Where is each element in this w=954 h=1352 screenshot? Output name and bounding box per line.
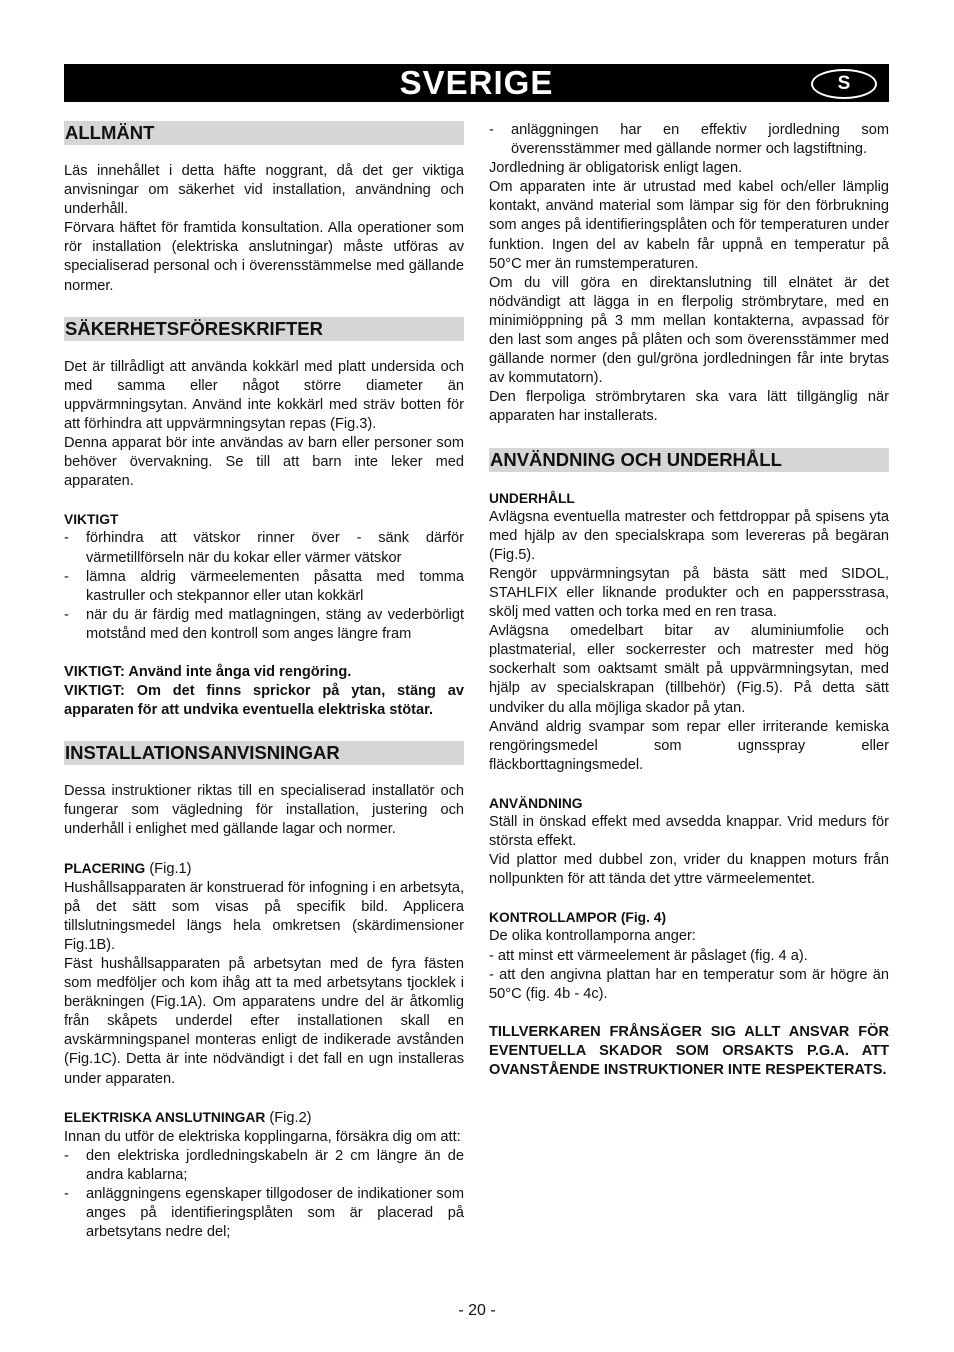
requirements-list	[64, 1147, 464, 1242]
placering-ref: (Fig.1)	[145, 860, 192, 877]
paragraph: Använd aldrig svampar som repar eller irriterande kemiska rengöringsmedel som ugnsspray eller fläckborttagningsmedel.	[489, 718, 889, 773]
section-heading-allmant: ALLMÄNT	[64, 121, 464, 145]
subheading-placering	[64, 859, 464, 879]
paragraph: Om du vill göra en direktanslutning till elnätet är det nödvändigt att lägga in en flerpolig strömbrytare, med en minimiöppning på 3 mm mellan kontakterna, avpassad för den last som anges på plåten och som överensstämmer med gällande normer (den gul/gröna jordledningen får inte brytas av kommutatorn).	[489, 274, 889, 387]
left-column	[64, 121, 464, 1242]
section-heading-sakerhet: SÄKERHETSFÖRESKRIFTER	[64, 317, 464, 341]
page-banner	[64, 64, 889, 102]
paragraph: Innan du utför de elektriska kopplingarna, försäkra dig om att:	[64, 1128, 461, 1145]
paragraph: - att minst ett värmeelement är påslaget (fig. 4 a).	[489, 947, 808, 964]
country-badge: S	[811, 69, 877, 99]
warning-text: VIKTIGT: Använd inte ånga vid rengöring.	[64, 663, 352, 680]
el-ref: (Fig.2)	[265, 1109, 312, 1126]
subheading-viktigt: VIKTIGT	[64, 512, 119, 528]
paragraph: Avlägsna eventuella matrester och fettdroppar på spisens yta med hjälp av den specialskrapa som levereras på begäran (Fig.5).	[489, 508, 889, 563]
subheading-kontrollampor: KONTROLLAMPOR (Fig. 4)	[489, 910, 667, 926]
page-number: - 20 -	[458, 1302, 496, 1319]
warning-text: VIKTIGT: Om det finns sprickor på ytan, stäng av apparaten för att undvika eventuella elektriska stötar.	[64, 683, 464, 719]
paragraph: - att den angivna plattan har en temperatur som är högre än 50°C (fig. 4b - 4c).	[489, 966, 889, 1002]
paragraph: Denna apparat bör inte användas av barn eller personer som behöver övervakning. Se till att barn inte leker med apparaten.	[64, 435, 464, 490]
list-item: - den elektriska jordledningskabeln är 2 cm längre än de andra kablarna;	[64, 1147, 464, 1185]
paragraph: Fäst hushållsapparaten på arbetsytan med de fyra fästen som medföljer och kom ihåg att ta med arbetsytans tjocklek i beräkningen (Fig.1A). Om apparatens undre del är åtkomlig från skåpets underdel efter installationen skall en avskärmningspanel monteras enligt de indikerade avstånden (Fig.1C). Detta är inte nödvändigt i det fall en ugn installeras under apparaten.	[64, 956, 464, 1087]
disclaimer: TILLVERKAREN FRÅNSÄGER SIG ALLT ANSVAR FÖR EVENTUELLA SKADOR SOM ORSAKTS P.G.A. ATT OVANSTÅENDE INSTRUKTIONER INTE RESPEKTERATS.	[489, 1023, 889, 1079]
paragraph: Rengör uppvärmningsytan på bästa sätt med SIDOL, STAHLFIX eller liknande produkter och en pappersstrasa, skölj med vatten och torka med en ren trasa.	[489, 565, 889, 621]
right-column	[489, 121, 889, 1080]
warning-list	[64, 529, 464, 644]
section-heading-installation: INSTALLATIONSANVISNINGAR	[64, 741, 464, 765]
paragraph: Om apparaten inte är utrustad med kabel och/eller lämplig kontakt, använd material som lämpar sig för den förbrukning som anges på identifieringsplåten och för temperaturen under funktion. Ingen del av kabeln får uppnå en temperatur på 50°C mer än rumstemperaturen.	[489, 179, 889, 272]
el-label: ELEKTRISKA ANSLUTNINGAR	[64, 1109, 266, 1125]
section-heading-anvandning: ANVÄNDNING OCH UNDERHÅLL	[489, 448, 889, 472]
subheading-elektriska	[64, 1108, 464, 1128]
list-item: - lämna aldrig värmeelementen påsatta med tomma kastruller och stekpannor eller utan kokkärl	[64, 568, 464, 606]
paragraph: Jordledning är obligatorisk enligt lagen.	[489, 160, 743, 177]
subheading-underhall: UNDERHÅLL	[489, 490, 575, 506]
placering-label: PLACERING	[64, 860, 146, 876]
paragraph: Förvara häftet för framtida konsultation. Alla operationer som rör installation (elektriska anslutningar) måste utföras av specialiserad personal och i överensstämmelse med gällande normer.	[64, 220, 464, 294]
paragraph: Vid plattor med dubbel zon, vrider du knappen moturs från nollpunkten för att tända det yttre värmeelementet.	[489, 852, 889, 888]
list-item: - anläggningens egenskaper tillgodoser de indikationer som anges på identifieringsplåten som är placerad på arbetsytans nedre del;	[64, 1185, 464, 1242]
requirements-list-continued	[489, 121, 889, 159]
banner-title: SVERIGE	[399, 64, 554, 101]
subheading-anvandning: ANVÄNDNING	[489, 795, 583, 811]
paragraph: Ställ in önskad effekt med avsedda knappar. Vrid medurs för största effekt.	[489, 814, 889, 850]
paragraph: Hushållsapparaten är konstruerad för infogning i en arbetsyta, på det sätt som visas på specifik bild. Applicera tillslutningsmedel längs hela omkretsen (skärdimensioner Fig.1B).	[64, 879, 464, 953]
list-item: - förhindra att vätskor rinner över - sänk därför värmetillförseln när du kokar eller värmer vätskor	[64, 529, 464, 567]
paragraph: Läs innehållet i detta häfte noggrant, då det ger viktiga anvisningar om säkerhet vid installation, användning och underhåll.	[64, 163, 464, 218]
paragraph: De olika kontrollamporna anger:	[489, 928, 696, 945]
list-item: - anläggningen har en effektiv jordledning som överensstämmer med gällande normer och lagstiftning.	[489, 121, 889, 159]
paragraph: Avlägsna omedelbart bitar av aluminiumfolie och plastmaterial, eller sockerrester och matrester med hög sockerhalt som oaktsamt smält på uppvärmningsytan, med hjälp av specialskrapan (tillbehör) (Fig.5). På detta sätt undviker du alla möjliga skador på ytan.	[489, 623, 889, 716]
paragraph: Dessa instruktioner riktas till en specialiserad installatör och fungerar som vägledning för installation, justering och underhåll i enlighet med gällande lagar och normer.	[64, 783, 464, 838]
list-item: - när du är färdig med matlagningen, stäng av vederbörligt motstånd med den kontroll som anges längre fram	[64, 606, 464, 644]
paragraph: Det är tillrådligt att använda kokkärl med platt undersida och med samma eller något större diameter än uppvärmningsytan. Använd inte kokkärl med sträv botten för att förhindra att uppvärmningsytan repas (Fig.3).	[64, 358, 464, 432]
paragraph: Den flerpoliga strömbrytaren ska vara lätt tillgänglig när apparaten har installerats.	[489, 389, 889, 425]
